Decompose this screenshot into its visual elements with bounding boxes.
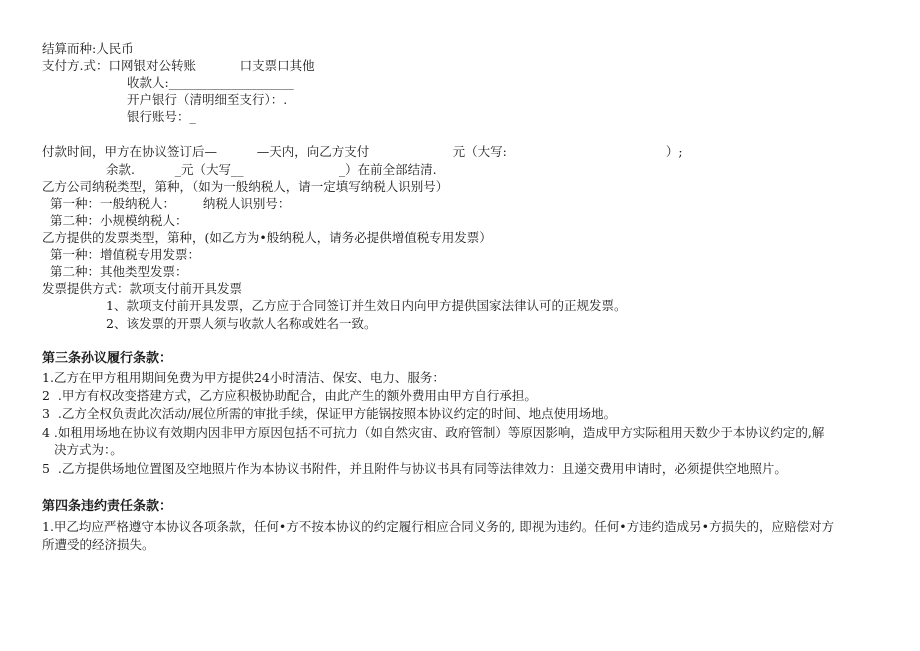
invoice-item-2: 2、该发票的开票人须与收款人名称或姓名一致。 [106, 316, 377, 331]
invoice-item-1: 1、款项支付前开具发票，乙方应于合同签订并生效日内向甲方提供国家法律认可的正规发票。 [106, 298, 627, 313]
account-line: 银行账号：_ [127, 109, 196, 124]
article-4-item-1: 1.甲乙均应严格遵守本协议各项条款，任何•方不按本协议的约定履行相应合同义务的, 即视为违约。任何•方违约造成另•方损失的，应赔偿对方 [42, 519, 834, 534]
invoice-option-1: 第一种：增值税专用发票： [50, 247, 201, 262]
article-3-item-5: 5 .乙方提供场地位置图及空地照片作为本协议书附件，并且附件与协议书具有同等法律效力：且递交费用申请时，必须提供空地照片。 [42, 461, 787, 476]
tax-option-1: 第一种：一般纳税人： 纳税人识别号： [50, 196, 291, 211]
article-3-heading: 第三条孙议履行条款： [42, 351, 173, 366]
article-3-item-1: 1.乙方在甲方租用期间免费为甲方提供24小时清洁、保安、电力、服务： [42, 370, 445, 385]
balance-line: 余款. _元（大写__ _）在前全部结清. [106, 162, 437, 177]
article-3-item-4-cont: 决方式为：。 [54, 442, 123, 457]
bank-line: 开户银行（清明细至支行）：. [127, 92, 288, 107]
article-4-item-1-cont: 所遭受的经济损失。 [42, 537, 155, 552]
payment-time-line: 付款时间，甲方在协议签订后— —天内，向乙方支付 元（大写: ）; [42, 144, 683, 159]
currency-line: 结算而种:人民币 [42, 41, 134, 56]
invoice-option-2: 第二种：其他类型发票： [50, 264, 188, 279]
tax-type-line: 乙方公司纳税类型，第种，（如为一般纳税人，请一定填写纳税人识别号） [42, 179, 449, 194]
article-3-item-4: 4 .如租用场地在协议有效期内因非甲方原因包括不可抗力（如自然灾宙、政府管制）等原因影响，造成甲方实际租用天数少于本协议约定的,解 [42, 425, 825, 440]
article-3-item-2: 2 .甲方有权改变搭建方式，乙方应积极协助配合，由此产生的额外费用由甲方自行承担。 [42, 388, 537, 403]
payee-line: 收款人:____________________ [127, 75, 294, 90]
payment-method-line: 支付方.式：口网银对公转账 口支票口其他 [42, 58, 315, 73]
invoice-method-line: 发票提供方式：款项支付前开具发票 [42, 281, 243, 296]
tax-option-2: 第二种：小规模纳税人： [50, 213, 188, 228]
article-4-heading: 第四条违约责任条款： [42, 499, 173, 514]
article-3-item-3: 3 .乙方全权负责此次活动/展位所需的审批手续，保证甲方能锅按照本协议约定的时间、地点使用场地。 [42, 406, 617, 421]
invoice-type-line: 乙方提供的发票类型，第种，(如乙方为•般纳税人，请务必提供增值税专用发票） [42, 230, 492, 245]
